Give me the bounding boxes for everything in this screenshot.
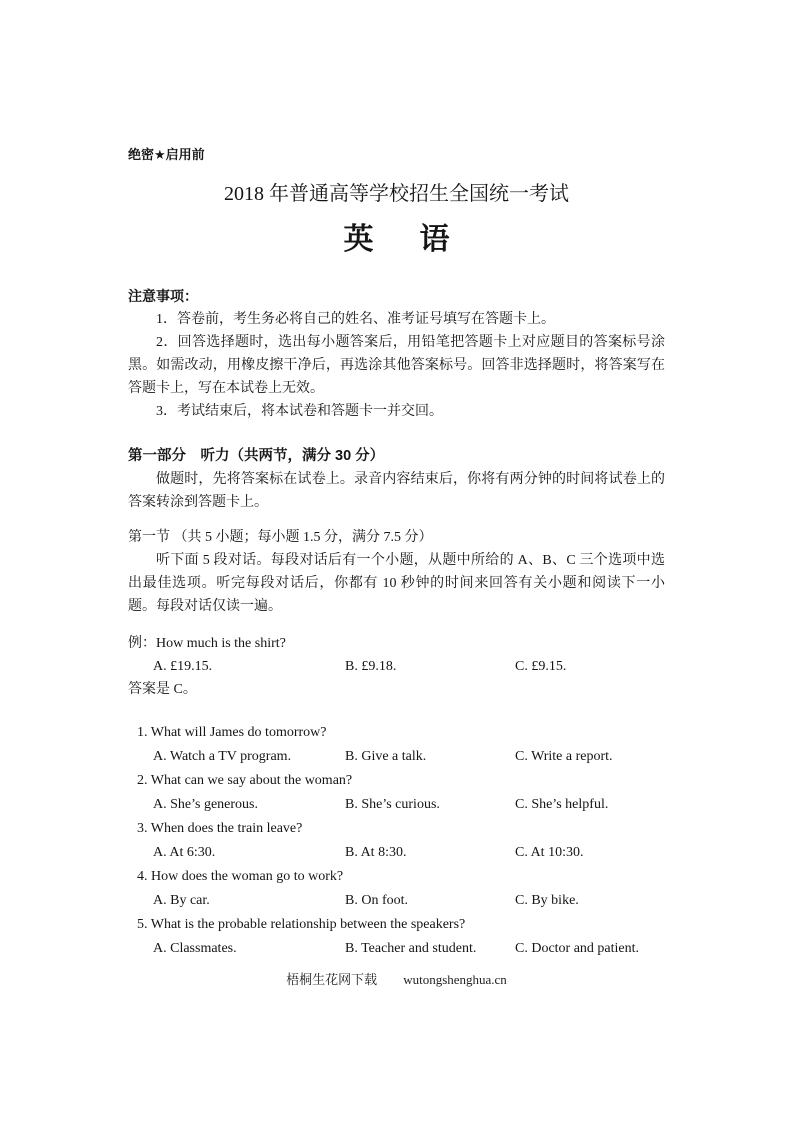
page-footer bbox=[128, 969, 665, 988]
section1-heading: 第一节 （共 5 小题；每小题 1.5 分，满分 7.5 分） bbox=[128, 530, 433, 545]
option-b: B. Teacher and student. bbox=[345, 941, 477, 956]
question-options-row bbox=[128, 745, 665, 769]
part1-heading: 第一部分 听力（共两节，满分 30 分） bbox=[128, 448, 385, 464]
section1-instructions: 听下面 5 段对话。每段对话后有一个小题，从题中所给的 A、B、C 三个选项中选出最佳选项。听完每段对话后，你都有 10 秒钟的时间来回答有关小题和阅读下一小题。每段对话仅读一遍。 bbox=[128, 553, 665, 614]
question-number: 3. bbox=[137, 821, 148, 836]
question-text: What can we say about the woman? bbox=[150, 773, 353, 788]
option-b: B. On foot. bbox=[345, 893, 408, 908]
subject-title: 英 语 bbox=[343, 223, 458, 256]
secrecy-notice: 绝密★启用前 bbox=[128, 147, 205, 162]
option-a: A. Watch a TV program. bbox=[153, 749, 292, 764]
option-b: B. Give a talk. bbox=[345, 749, 427, 764]
question-number: 4. bbox=[137, 869, 148, 884]
note-item-3: 3．考试结束后，将本试卷和答题卡一并交回。 bbox=[156, 404, 443, 419]
question-line bbox=[128, 865, 665, 889]
option-c: C. At 10:30. bbox=[515, 845, 584, 860]
question-options-row bbox=[128, 889, 665, 913]
question-line bbox=[128, 913, 665, 937]
option-a: A. By car. bbox=[153, 893, 210, 908]
example-prompt: 例：How much is the shirt? bbox=[128, 636, 286, 651]
question-options-row bbox=[128, 841, 665, 865]
example-block bbox=[128, 632, 665, 701]
option-c: C. Write a report. bbox=[515, 749, 613, 764]
option-c: C. She’s helpful. bbox=[515, 797, 609, 812]
option-c: C. By bike. bbox=[515, 893, 579, 908]
question-text: What is the probable relationship between the speakers? bbox=[150, 917, 466, 932]
question-text: What will James do tomorrow? bbox=[150, 725, 327, 740]
question-item bbox=[128, 817, 665, 865]
example-option-c: C. £9.15. bbox=[515, 659, 567, 674]
note-item-2: 2．回答选择题时，选出每小题答案后，用铅笔把答题卡上对应题目的答案标号涂黑。如需改动，用橡皮擦干净后，再选涂其他答案标号。回答非选择题时，将答案写在答题卡上，写在本试卷上无效。 bbox=[128, 335, 665, 396]
option-a: A. Classmates. bbox=[153, 941, 237, 956]
page-content bbox=[128, 145, 665, 988]
footer-site-name: 梧桐生花网下载 bbox=[286, 972, 378, 987]
exam-title: 2018 年普通高等学校招生全国统一考试 bbox=[224, 183, 569, 205]
question-line bbox=[128, 769, 665, 793]
footer-site-url: wutongshenghua.cn bbox=[403, 972, 507, 987]
option-a: A. She’s generous. bbox=[153, 797, 258, 812]
question-item bbox=[128, 769, 665, 817]
option-c: C. Doctor and patient. bbox=[515, 941, 640, 956]
example-options-row bbox=[128, 655, 665, 678]
part1-instructions: 做题时，先将答案标在试卷上。录音内容结束后，你将有两分钟的时间将试卷上的答案转涂到答题卡上。 bbox=[128, 472, 665, 510]
notes-heading: 注意事项： bbox=[128, 288, 198, 304]
question-line bbox=[128, 817, 665, 841]
question-text: How does the woman go to work? bbox=[151, 869, 344, 884]
option-a: A. At 6:30. bbox=[153, 845, 216, 860]
option-b: B. She’s curious. bbox=[345, 797, 440, 812]
option-b: B. At 8:30. bbox=[345, 845, 407, 860]
question-options-row bbox=[128, 937, 665, 961]
example-answer-note: 答案是 C。 bbox=[128, 682, 197, 697]
question-list bbox=[128, 721, 665, 961]
example-option-a: A. £19.15. bbox=[153, 659, 213, 674]
question-item bbox=[128, 913, 665, 961]
question-number: 5. bbox=[137, 917, 148, 932]
question-item bbox=[128, 865, 665, 913]
question-number: 1. bbox=[137, 725, 148, 740]
note-item-1: 1．答卷前，考生务必将自己的姓名、准考证号填写在答题卡上。 bbox=[156, 312, 555, 327]
question-line bbox=[128, 721, 665, 745]
question-number: 2. bbox=[137, 773, 148, 788]
question-text: When does the train leave? bbox=[150, 821, 303, 836]
example-option-b: B. £9.18. bbox=[345, 659, 397, 674]
question-item bbox=[128, 721, 665, 769]
question-options-row bbox=[128, 793, 665, 817]
